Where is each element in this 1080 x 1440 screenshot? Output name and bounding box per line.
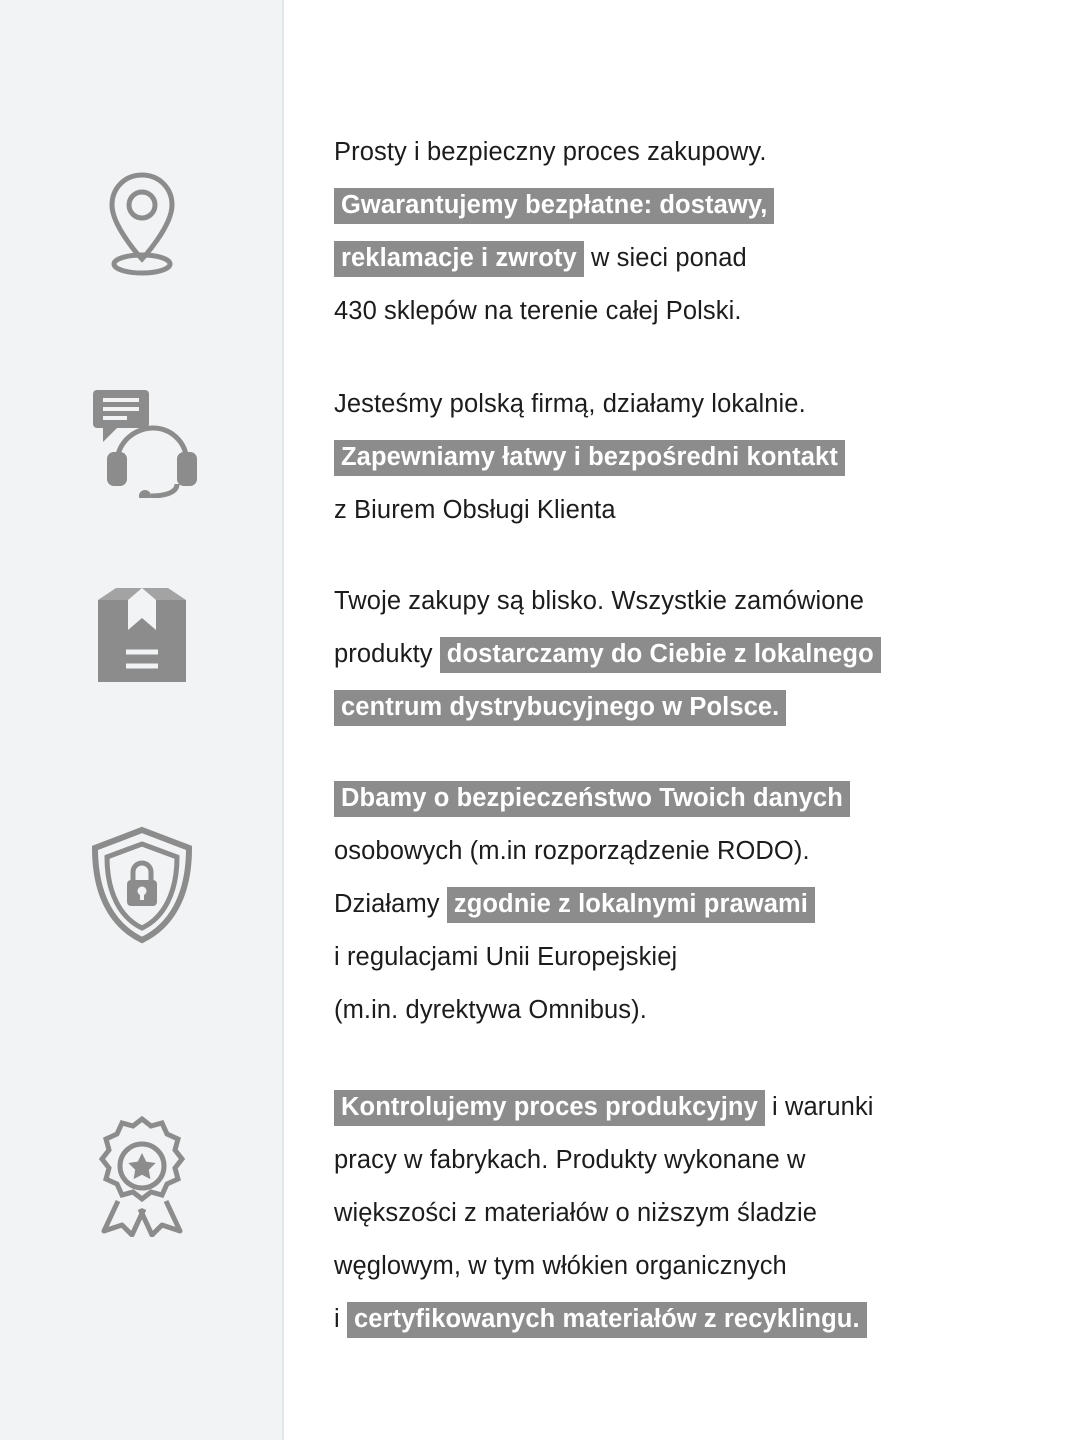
location-pin-icon xyxy=(0,168,284,278)
highlighted-text-run: centrum dystrybucyjnego w Polsce. xyxy=(334,690,786,726)
benefit-block-data-security xyxy=(334,772,1034,1037)
benefit-block-production xyxy=(334,1081,1034,1346)
text-line xyxy=(334,628,1034,681)
text-run: Twoje zakupy są blisko. Wszystkie zamówione xyxy=(334,587,865,615)
text-run: większości z materiałów o niższym śladzie xyxy=(334,1199,818,1227)
text-run: z Biurem Obsługi Klienta xyxy=(334,496,616,524)
benefit-block-distribution xyxy=(334,575,1034,734)
text-line xyxy=(334,232,1034,285)
text-run: i warunki xyxy=(764,1093,874,1121)
text-line xyxy=(334,575,1034,628)
text-line xyxy=(334,285,1034,338)
benefit-block-shipping xyxy=(334,126,1034,338)
text-line xyxy=(334,1134,1034,1187)
headset-support-icon xyxy=(0,382,284,502)
text-run: węglowym, w tym włókien organicznych xyxy=(334,1252,787,1280)
text-line xyxy=(334,1187,1034,1240)
shield-lock-icon xyxy=(0,826,284,944)
text-line xyxy=(334,931,1034,984)
text-run: produkty xyxy=(334,640,440,668)
text-line xyxy=(334,878,1034,931)
highlighted-text-run: reklamacje i zwroty xyxy=(334,241,584,277)
highlighted-text-run: zgodnie z lokalnymi prawami xyxy=(447,887,815,923)
text-run: Prosty i bezpieczny proces zakupowy. xyxy=(334,138,767,166)
text-line xyxy=(334,484,1034,537)
package-box-icon xyxy=(0,582,284,694)
benefit-blocks xyxy=(334,126,1034,1346)
text-line xyxy=(334,126,1034,179)
text-run: Jesteśmy polską firmą, działamy lokalnie. xyxy=(334,390,806,418)
highlighted-text-run: Dbamy o bezpieczeństwo Twoich danych xyxy=(334,781,850,817)
text-line xyxy=(334,179,1034,232)
icon-rail xyxy=(0,0,284,1440)
text-line xyxy=(334,681,1034,734)
text-run: i xyxy=(334,1305,347,1333)
award-ribbon-icon xyxy=(0,1112,284,1238)
text-line xyxy=(334,1293,1034,1346)
text-run: 430 sklepów na terenie całej Polski. xyxy=(334,297,742,325)
text-run: (m.in. dyrektywa Omnibus). xyxy=(334,996,647,1024)
text-content xyxy=(284,0,1080,1440)
highlighted-text-run: Zapewniamy łatwy i bezpośredni kontakt xyxy=(334,440,845,476)
benefit-block-support xyxy=(334,378,1034,537)
highlighted-text-run: Gwarantujemy bezpłatne: dostawy, xyxy=(334,188,774,224)
text-run: pracy w fabrykach. Produkty wykonane w xyxy=(334,1146,806,1174)
text-run: osobowych (m.in rozporządzenie RODO). xyxy=(334,837,810,865)
text-line xyxy=(334,772,1034,825)
text-line xyxy=(334,984,1034,1037)
text-run: Działamy xyxy=(334,890,447,918)
text-run: w sieci ponad xyxy=(583,244,747,272)
highlighted-text-run: dostarczamy do Ciebie z lokalnego xyxy=(440,637,881,673)
text-line xyxy=(334,431,1034,484)
text-line xyxy=(334,378,1034,431)
highlighted-text-run: certyfikowanych materiałów z recyklingu. xyxy=(347,1302,867,1338)
highlighted-text-run: Kontrolujemy proces produkcyjny xyxy=(334,1090,765,1126)
text-line xyxy=(334,1081,1034,1134)
text-line xyxy=(334,825,1034,878)
text-line xyxy=(334,1240,1034,1293)
text-run: i regulacjami Unii Europejskiej xyxy=(334,943,678,971)
